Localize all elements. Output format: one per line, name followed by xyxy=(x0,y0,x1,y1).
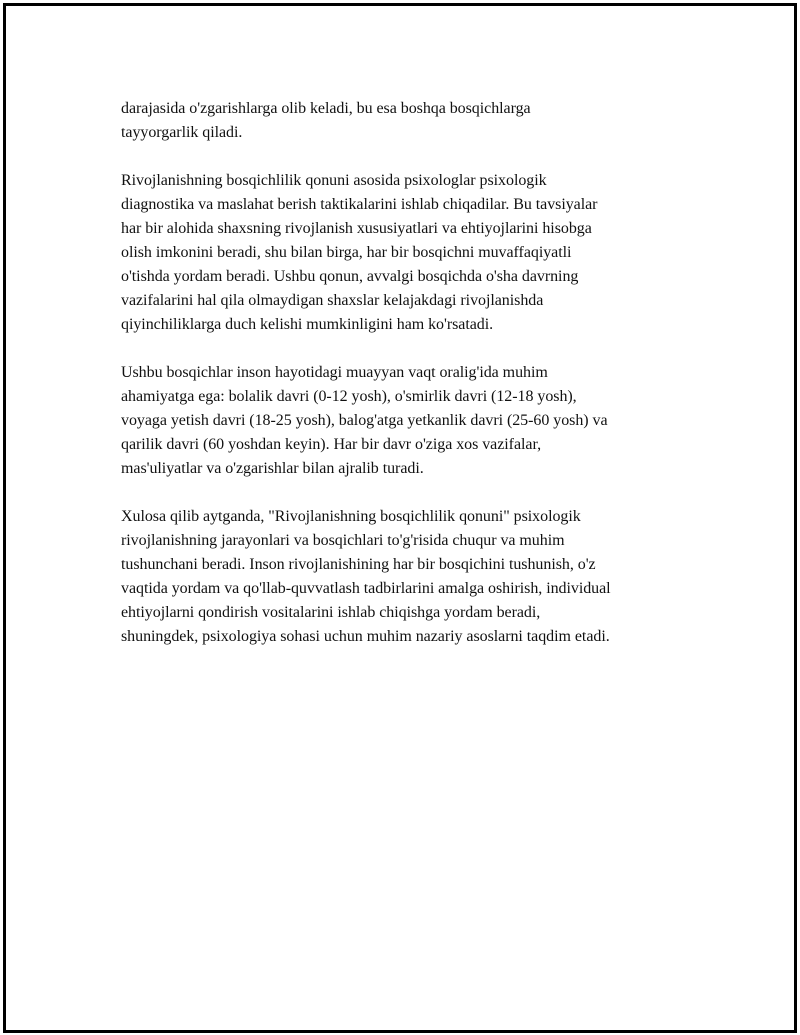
paragraph-2: Rivojlanishning bosqichlilik qonuni asosida psixologlar psixologik diagnostika va maslahat berish taktikalarini ishlab chiqadilar. Bu tavsiyalar har bir alohida shaxsning rivojlanish xususiyatlari va ehtiyojlarini hisobga olish imkonini beradi, shu bilan birga, har bir bosqichni muvaffaqiyatli o'tishda yordam beradi. Ushbu qonun, avvalgi bosqichda o'sha davrning vazifalarini hal qila olmaydigan shaxslar kelajakdagi rivojlanishda qiyinchiliklarga duch kelishi mumkinligini ham ko'rsatadi. xyxy=(121,172,598,333)
page-frame xyxy=(3,3,797,1033)
document-body xyxy=(121,97,711,673)
paragraph-3: Ushbu bosqichlar inson hayotidagi muayyan vaqt oralig'ida muhim ahamiyatga ega: bolalik davri (0-12 yosh), o'smirlik davri (12-18 yosh), voyaga yetish davri (18-25 yosh), balog'atga yetkanlik davri (25-60 yosh) va qarilik davri (60 yoshdan keyin). Har bir davr o'ziga xos vazifalar, mas'uliyatlar va o'zgarishlar bilan ajralib turadi. xyxy=(121,364,608,477)
paragraph-4: Xulosa qilib aytganda, "Rivojlanishning bosqichlilik qonuni" psixologik rivojlanishning jarayonlari va bosqichlari to'g'risida chuqur va muhim tushunchani beradi. Inson rivojlanishining har bir bosqichini tushunish, o'z vaqtida yordam va qo'llab-quvvatlash tadbirlarini amalga oshirish, individual ehtiyojlarni qondirish vositalarini ishlab chiqishga yordam beradi, shuningdek, psixologiya sohasi uchun muhim nazariy asoslarni taqdim etadi. xyxy=(121,508,611,645)
paragraph-1: darajasida o'zgarishlarga olib keladi, bu esa boshqa bosqichlarga tayyorgarlik qiladi. xyxy=(121,100,531,141)
